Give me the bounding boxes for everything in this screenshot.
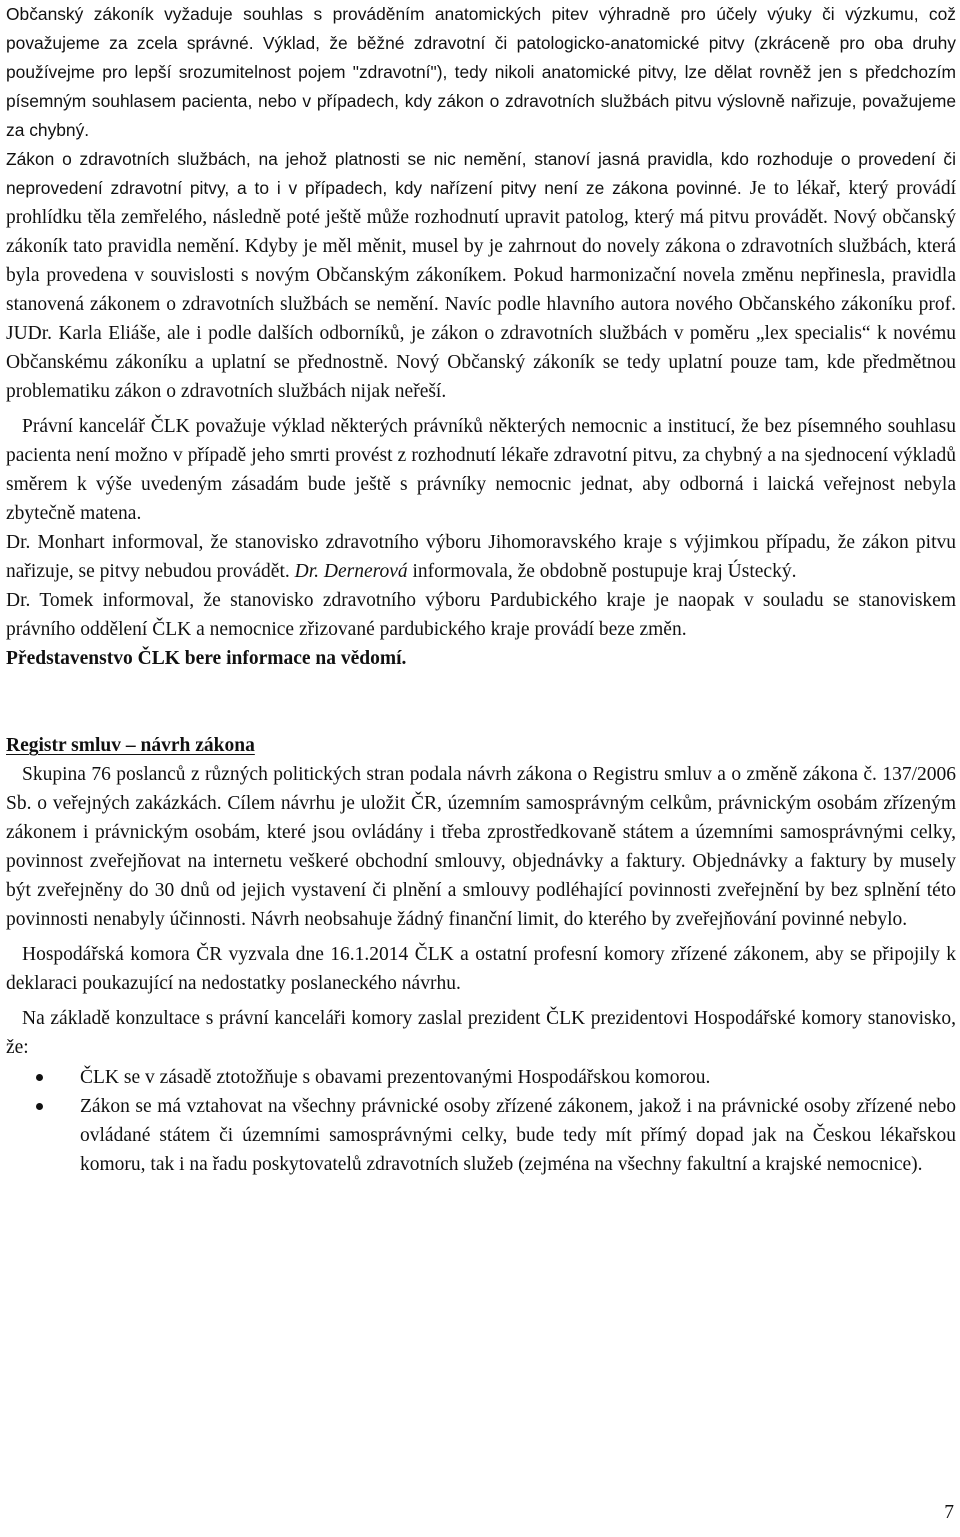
list-item-text: Zákon se má vztahovat na všechny právnické osoby zřízené zákonem, jakož i na právnické osoby zřízené nebo ovládané státem či územními samosprávnými celky, bude tedy mít přímý dopad jak na Českou lékařskou komoru, tak i na řadu poskytovatelů zdravotních služeb (zejména na všechny fakultní a krajské nemocnice). <box>80 1096 956 1175</box>
document-page <box>6 0 956 1179</box>
paragraph-tomek: Dr. Tomek informoval, že stanovisko zdravotního výboru Pardubického kraje je naopak v souladu se stanoviskem právního oddělení ČLK a nemocnice zřizované pardubického kraje provádí beze změn. <box>6 590 956 640</box>
paragraph-health-services-act-serif: Je to lékař, který provádí prohlídku těla zemřelého, následně poté ještě může rozhodnutí upravit patolog, který má pitvu provádět. Nový občanský zákoník tato pravidla nemění. Kdyby je měl měnit, musel by je zahrnout do novely zákona o zdravotních službách, která byla provedena v souvislosti s novým Občanským zákoníkem. Pokud harmonizační novela změnu nepřinesla, pravidla stanovená zákonem o zdravotních službách se nemění. Navíc podle hlavního autora nového Občanského zákoníku prof. JUDr. Karla Eliáše, ale i podle dalších odborníků, je zákon o zdravotních službách v poměru „lex specialis“ k novému Občanskému zákoníku a uplatní se přednostně. Nový Občanský zákoník se tedy uplatní pouze tam, kde předmětnou problematiku zákon o zdravotních službách nijak neřeší. <box>6 178 956 402</box>
paragraph-board-resolution: Představenstvo ČLK bere informace na vědomí. <box>6 648 407 669</box>
list-item-text: ČLK se v zásadě ztotožňuje s obavami prezentovanými Hospodářskou komorou. <box>80 1067 711 1088</box>
paragraph-monhart-b: informovala, že obdobně postupuje kraj Ústecký. <box>407 561 797 582</box>
page-number: 7 <box>944 1502 954 1523</box>
list-item <box>6 1092 956 1179</box>
bullet-list <box>6 1063 956 1179</box>
paragraph-monhart-a: Dr. Monhart informoval, že stanovisko zdravotního výboru Jihomoravského kraje s výjimkou případu, že zákon pitvu nařizuje, se pitvy nebudou provádět. <box>6 532 956 582</box>
paragraph-monhart <box>6 528 956 586</box>
paragraph-chamber-of-commerce: Hospodářská komora ČR vyzvala dne 16.1.2014 ČLK a ostatní profesní komory zřízené zákonem, aby se připojily k deklaraci poukazující na nedostatky poslaneckého návrhu. <box>6 944 956 994</box>
paragraph-anatomical-autopsy: Občanský zákoník vyžaduje souhlas s prováděním anatomických pitev výhradně pro účely výuky či výzkumu, což považujeme za zcela správné. Výklad, že běžné zdravotní či patologicko-anatomické pitvy (zkráceně pro oba druhy používejme pro lepší srozumitelnost pojem "zdravotní"), tedy nikoli anatomické pitvy, lze dělat rovněž jen s předchozím písemným souhlasem pacienta, nebo v případech, kdy zákon o zdravotních službách pitvu výslovně nařizuje, považujeme za chybný. <box>6 4 956 140</box>
paragraph-health-services-act-sans: Zákon o zdravotních službách, na jehož platnosti se nic nemění, stanoví jasná pravidla, kdo rozhoduje o provedení či neprovedení zdravotní pitvy, a to i v případech, kdy nařízení pitvy není ze zákona povinné. <box>6 149 956 198</box>
bullet-dot-icon <box>36 1103 43 1110</box>
list-item <box>6 1063 956 1092</box>
bullet-dot-icon <box>36 1074 43 1081</box>
paragraph-monhart-italic: Dr. Dernerová <box>294 561 408 582</box>
section-heading-registr-smluv: Registr smluv – návrh zákona <box>6 735 255 756</box>
paragraph-consultation: Na základě konzultace s právní kanceláři komory zaslal prezident ČLK prezidentovi Hospodářské komory stanovisko, že: <box>6 1008 956 1058</box>
paragraph-registry-bill: Skupina 76 poslanců z různých politických stran podala návrh zákona o Registru smluv a o změně zákona č. 137/2006 Sb. o veřejných zakázkách. Cílem návrhu je uložit ČR, územním samosprávným celkům, právnickým osobám zřízeným zákonem i právnickým osobám, které jsou ovládány i třeba zprostředkovaně státem a územními samosprávnými celky, povinnost zveřejňovat na internetu veškeré obchodní smlouvy, objednávky a faktury. Objednávky a faktury by musely být zveřejněny do 30 dnů od jejich vystavení či plnění a smlouvy podléhající povinnosti zveřejnění by bez splnění této povinnosti nenabyly účinnosti. Návrh neobsahuje žádný finanční limit, do kterého by zveřejňování povinné nebylo. <box>6 764 956 930</box>
paragraph-legal-office: Právní kancelář ČLK považuje výklad některých právníků některých nemocnic a institucí, že bez písemného souhlasu pacienta není možno v případě jeho smrti provést z rozhodnutí lékaře zdravotní pitvu, za chybný a na sjednocení výkladů směrem k výše uvedeným zásadám bude ještě s právníky nemocnic jednat, aby odborná i laická veřejnost nebyla zbytečně matena. <box>6 416 956 524</box>
paragraph-health-services-act <box>6 145 956 406</box>
